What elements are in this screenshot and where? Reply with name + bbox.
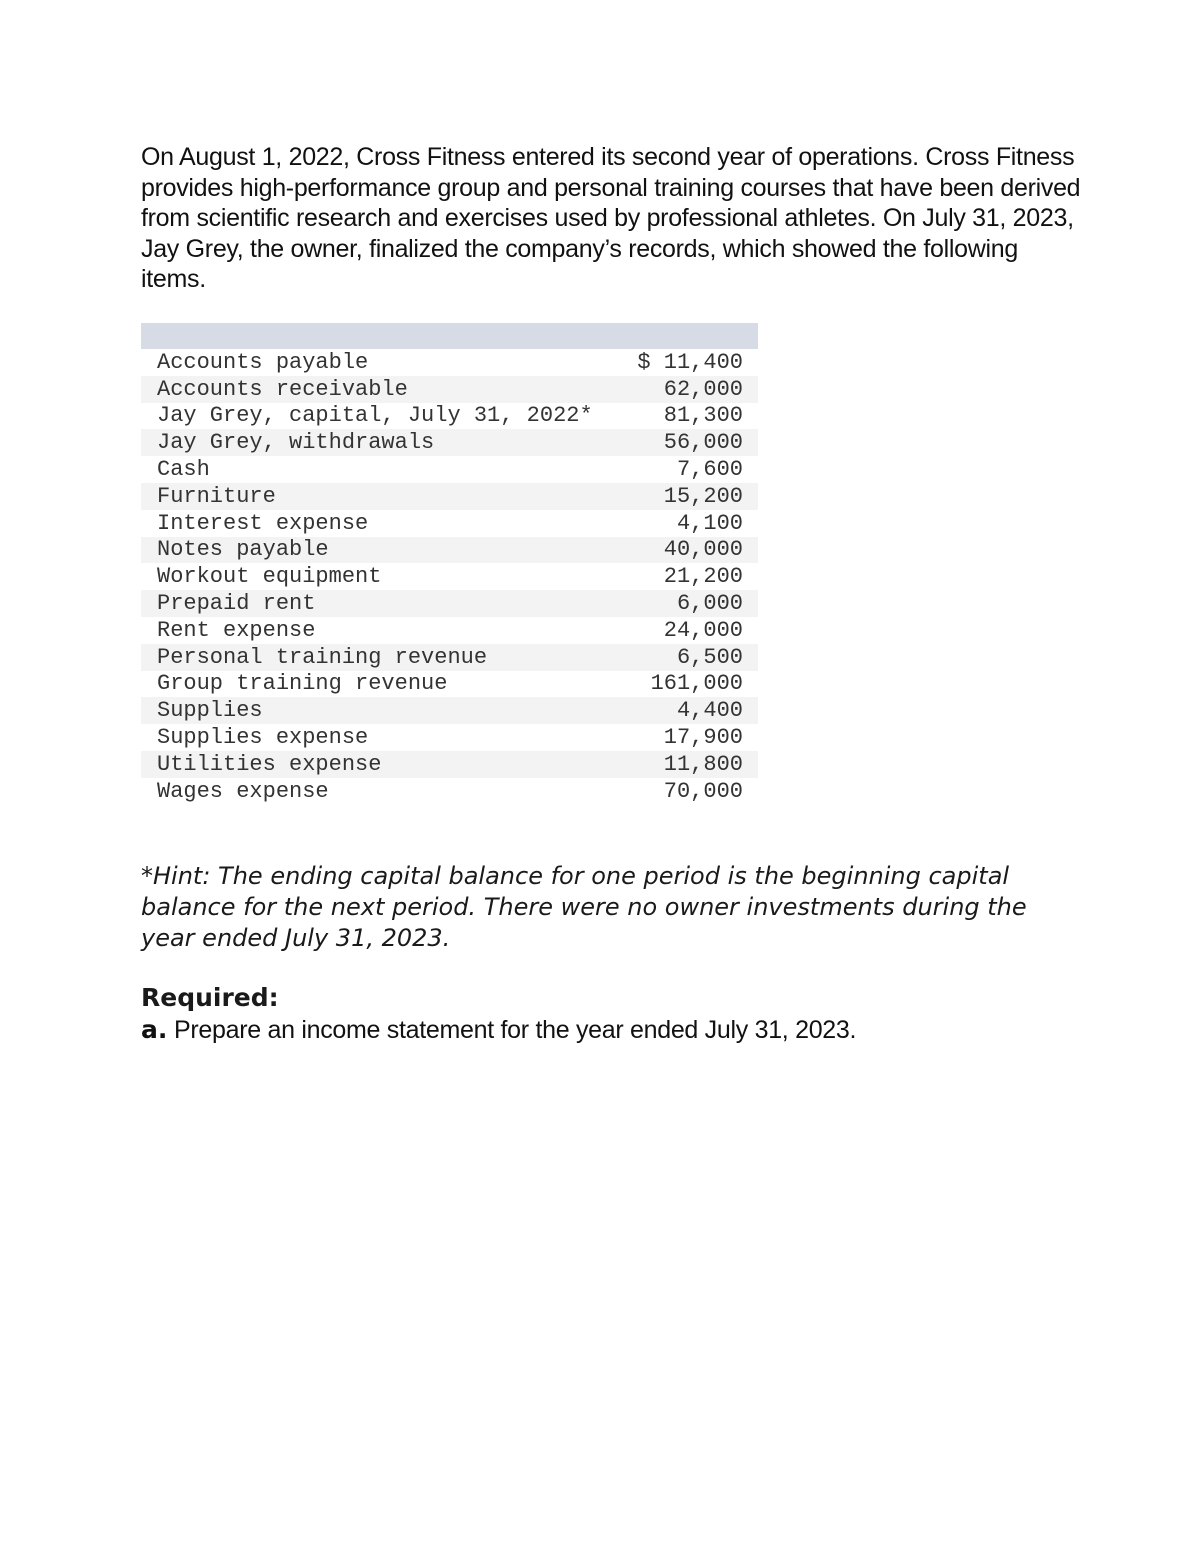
account-name: Furniture — [157, 483, 276, 509]
table-row — [141, 697, 758, 724]
account-amount: 24,000 — [663, 617, 743, 643]
account-name: Accounts receivable — [157, 376, 408, 402]
account-name: Cash — [157, 457, 210, 483]
requirement-text: Prepare an income statement for the year ended July 31, 2023. — [167, 1016, 857, 1044]
table-row — [141, 644, 758, 671]
intro-paragraph: On August 1, 2022, Cross Fitness entered its second year of operations. Cross Fitness provides high-performance group and personal training courses that have been derived from scientific research and exercises used by professional athletes. On July 31, 2023, Jay Grey, the owner, finalized the company’s records, which showed the following items. — [141, 143, 1081, 293]
account-name: Supplies — [157, 698, 263, 724]
table-row — [141, 510, 758, 537]
requirement-marker: a. — [141, 1015, 168, 1044]
account-name: Utilities expense — [157, 751, 382, 777]
account-name: Workout equipment — [157, 564, 382, 590]
table-row — [141, 617, 758, 644]
account-amount: 15,200 — [663, 483, 743, 509]
hint-note — [141, 861, 1041, 954]
account-name: Accounts payable — [157, 349, 369, 375]
table-row — [141, 563, 758, 590]
account-name: Wages expense — [157, 778, 329, 804]
table-row — [141, 724, 758, 751]
account-amount: 6,000 — [676, 591, 743, 617]
account-name: Notes payable — [157, 537, 329, 563]
account-name: Group training revenue — [157, 671, 448, 697]
table-row — [141, 429, 758, 456]
required-heading: Required: — [141, 983, 279, 1012]
account-amount: 62,000 — [663, 376, 743, 402]
table-row — [141, 376, 758, 403]
table-row — [141, 349, 758, 376]
account-name: Jay Grey, capital, July 31, 2022* — [157, 403, 593, 429]
account-amount: 81,300 — [663, 403, 743, 429]
table-row — [141, 590, 758, 617]
account-amount: 11,800 — [663, 751, 743, 777]
account-balances-table — [141, 323, 758, 805]
account-amount: 6,500 — [676, 644, 743, 670]
table-body — [141, 349, 758, 805]
table-row — [141, 483, 758, 510]
account-amount: 161,000 — [650, 671, 743, 697]
hint-asterisk: * — [141, 862, 153, 890]
account-amount: 56,000 — [663, 430, 743, 456]
account-name: Personal training revenue — [157, 644, 488, 670]
account-amount: $ 11,400 — [637, 349, 743, 375]
table-row — [141, 537, 758, 564]
account-amount: 70,000 — [663, 778, 743, 804]
table-row — [141, 778, 758, 805]
hint-text: Hint: The ending capital balance for one period is the beginning capital balance for the next period. There were no owner investments during the year ended July 31, 2023. — [141, 862, 1027, 952]
account-name: Prepaid rent — [157, 591, 316, 617]
table-header-bar — [141, 323, 758, 349]
table-row — [141, 671, 758, 698]
table-row — [141, 403, 758, 430]
account-name: Rent expense — [157, 617, 316, 643]
account-amount: 4,100 — [676, 510, 743, 536]
account-name: Interest expense — [157, 510, 369, 536]
table-row — [141, 751, 758, 778]
requirement-a — [141, 1015, 856, 1045]
table-row — [141, 456, 758, 483]
account-amount: 7,600 — [676, 457, 743, 483]
account-amount: 4,400 — [676, 698, 743, 724]
account-name: Supplies expense — [157, 725, 369, 751]
account-amount: 21,200 — [663, 564, 743, 590]
account-amount: 40,000 — [663, 537, 743, 563]
account-name: Jay Grey, withdrawals — [157, 430, 435, 456]
account-amount: 17,900 — [663, 725, 743, 751]
